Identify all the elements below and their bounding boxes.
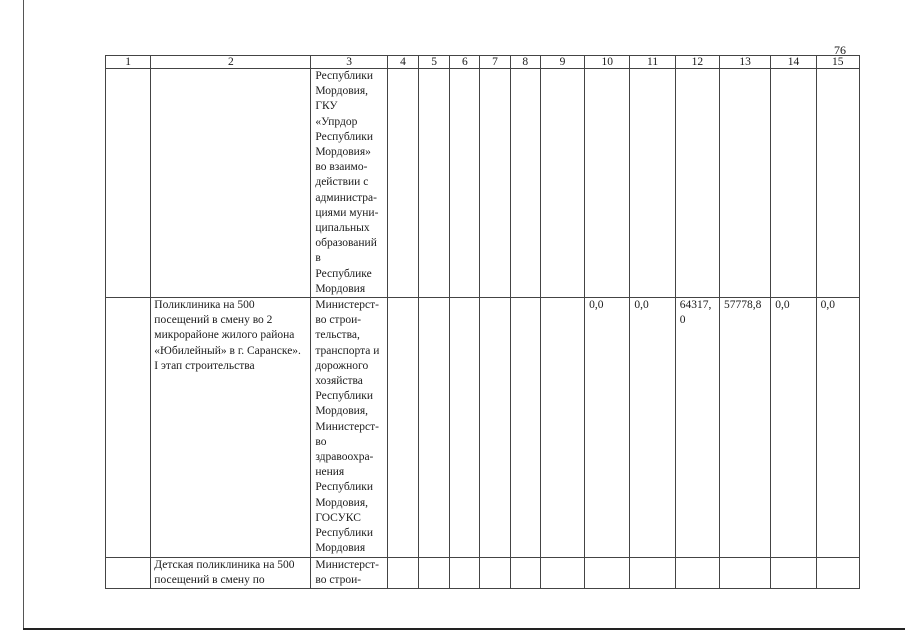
executor-line: Министерст-: [315, 558, 379, 571]
value-cell: [419, 557, 450, 588]
value-cell: [419, 69, 450, 298]
header-col-2: 2: [151, 56, 311, 69]
value-cell: [719, 69, 770, 298]
table-row: [106, 298, 860, 557]
header-col-6: 6: [450, 56, 480, 69]
header-col-15: 15: [816, 56, 859, 69]
value-cell: 0,0: [816, 298, 859, 557]
executor-cell: [311, 298, 388, 557]
value-cell: [585, 69, 630, 298]
row-number-cell: [106, 69, 151, 298]
executor-line: во: [315, 435, 327, 448]
header-col-12: 12: [675, 56, 719, 69]
executor-line: транспорта и: [315, 344, 380, 357]
value-cell: [630, 69, 675, 298]
executor-cell: [311, 557, 388, 588]
executor-line: действии с: [315, 176, 369, 189]
executor-line: «Упрдор: [315, 115, 358, 128]
value-cell: [450, 557, 480, 588]
value-cell: [771, 69, 816, 298]
executor-line: Республике: [315, 267, 372, 280]
value-cell: [480, 557, 510, 588]
value-cell: [816, 69, 859, 298]
executor-line: образований: [315, 237, 377, 250]
header-col-5: 5: [419, 56, 450, 69]
table-row: [106, 69, 860, 298]
value-cell: [771, 557, 816, 588]
executor-line: Мордовия,: [315, 405, 368, 418]
page-bottom-edge: [23, 628, 905, 630]
object-name-cell: Детская поликлиника на 500 посещений в смену по: [151, 557, 311, 588]
header-col-1: 1: [106, 56, 151, 69]
executor-line: Республики: [315, 481, 374, 494]
value-cell: [387, 557, 418, 588]
executor-line: Мордовия»: [315, 146, 371, 159]
executor-line: дорожного: [315, 359, 369, 372]
executor-line: во строи-: [315, 314, 362, 327]
investment-table: [105, 55, 860, 589]
value-cell: 0,0: [630, 298, 675, 557]
value-cell: [510, 298, 540, 557]
value-cell: [450, 69, 480, 298]
value-cell: [480, 298, 510, 557]
value-cell: [675, 69, 719, 298]
executor-line: Республики: [315, 527, 374, 540]
value-cell: [387, 298, 418, 557]
header-col-11: 11: [630, 56, 675, 69]
header-col-7: 7: [480, 56, 510, 69]
header-col-13: 13: [719, 56, 770, 69]
value-cell: [510, 557, 540, 588]
header-col-10: 10: [585, 56, 630, 69]
executor-line: ГОСУКС: [315, 511, 361, 524]
page-left-edge: [23, 0, 24, 630]
executor-line: во взаимо-: [315, 161, 368, 174]
executor-line: здравоохра-: [315, 451, 374, 464]
executor-line: Республики: [315, 130, 374, 143]
header-col-9: 9: [540, 56, 584, 69]
value-cell: [387, 69, 418, 298]
executor-line: Министерст-: [315, 420, 379, 433]
value-cell: 57778,8: [719, 298, 770, 557]
object-name-cell: Поликлиника на 500 посещений в смену во 2 микрорайоне жилого района «Юбилейный» в г. Саранске». I этап строительства: [151, 298, 311, 557]
header-col-3: 3: [311, 56, 388, 69]
page-number: 76: [834, 43, 846, 57]
table-row: [106, 557, 860, 588]
executor-line: Министерст-: [315, 299, 379, 312]
executor-line: тельства,: [315, 329, 360, 342]
value-cell: 64317,0: [675, 298, 719, 557]
object-name-cell: [151, 69, 311, 298]
row-number-cell: [106, 557, 151, 588]
value-cell: [480, 69, 510, 298]
executor-line: ципальных: [315, 222, 370, 235]
value-cell: [719, 557, 770, 588]
executor-line: нения: [315, 466, 345, 479]
executor-line: Мордовия,: [315, 496, 368, 509]
executor-line: ГКУ: [315, 100, 338, 113]
value-cell: [450, 298, 480, 557]
row-number-cell: [106, 298, 151, 557]
value-cell: [540, 69, 584, 298]
executor-line: хозяйства: [315, 375, 363, 388]
value-cell: [675, 557, 719, 588]
value-cell: 0,0: [771, 298, 816, 557]
value-cell: [419, 298, 450, 557]
header-col-4: 4: [387, 56, 418, 69]
value-cell: 0,0: [585, 298, 630, 557]
header-col-14: 14: [771, 56, 816, 69]
executor-line: Республики: [315, 70, 374, 82]
executor-line: Мордовия: [315, 542, 366, 555]
value-cell: [585, 557, 630, 588]
value-cell: [816, 557, 859, 588]
value-cell: [510, 69, 540, 298]
executor-line: циями муни-: [315, 206, 379, 219]
header-row: [106, 56, 860, 69]
executor-line: администра-: [315, 191, 377, 204]
executor-line: во строи-: [315, 573, 362, 586]
executor-line: Мордовия: [315, 282, 366, 295]
value-cell: [630, 557, 675, 588]
header-col-8: 8: [510, 56, 540, 69]
executor-line: в: [315, 252, 321, 265]
value-cell: [540, 557, 584, 588]
executor-cell: [311, 69, 388, 298]
executor-line: Республики: [315, 390, 374, 403]
value-cell: [540, 298, 584, 557]
executor-line: Мордовия,: [315, 85, 368, 98]
